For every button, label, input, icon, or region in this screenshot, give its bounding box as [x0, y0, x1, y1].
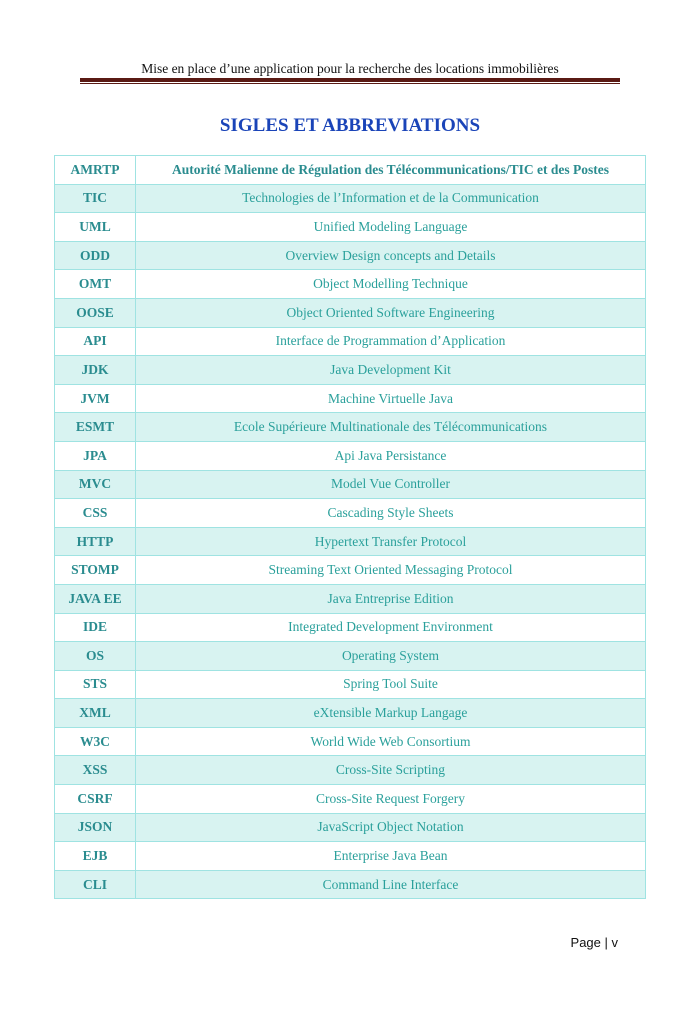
table-row [55, 699, 646, 728]
abbr-meaning: Command Line Interface [136, 870, 646, 899]
table-row [55, 727, 646, 756]
abbr-meaning: JavaScript Object Notation [136, 813, 646, 842]
abbr-code: JVM [55, 384, 136, 413]
abbr-code: XSS [55, 756, 136, 785]
abbr-meaning: Operating System [136, 642, 646, 671]
abbr-code: JDK [55, 356, 136, 385]
table-row [55, 842, 646, 871]
abbr-code: STOMP [55, 556, 136, 585]
abbr-code: IDE [55, 613, 136, 642]
abbr-meaning: Spring Tool Suite [136, 670, 646, 699]
abbr-meaning: Cascading Style Sheets [136, 499, 646, 528]
abbr-meaning: Technologies de l’Information et de la Communication [136, 184, 646, 213]
table-row [55, 270, 646, 299]
abbr-code: JAVA EE [55, 584, 136, 613]
abbr-code: JSON [55, 813, 136, 842]
header-rule [80, 78, 620, 82]
abbr-meaning: Java Development Kit [136, 356, 646, 385]
abbr-code: CSRF [55, 785, 136, 814]
abbr-meaning: eXtensible Markup Langage [136, 699, 646, 728]
page-title: SIGLES ET ABBREVIATIONS [219, 115, 481, 136]
table-row [55, 441, 646, 470]
abbr-meaning: Integrated Development Environment [136, 613, 646, 642]
abbr-meaning: Api Java Persistance [136, 441, 646, 470]
abbr-meaning: Object Oriented Software Engineering [136, 298, 646, 327]
page-number: Page | v [570, 935, 618, 950]
table-row [55, 327, 646, 356]
abbr-code: XML [55, 699, 136, 728]
table-row [55, 413, 646, 442]
abbr-meaning: Object Modelling Technique [136, 270, 646, 299]
abbr-code: EJB [55, 842, 136, 871]
table-row [55, 670, 646, 699]
abbr-meaning: Hypertext Transfer Protocol [136, 527, 646, 556]
table-row [55, 642, 646, 671]
abbr-meaning: Unified Modeling Language [136, 213, 646, 242]
abbr-meaning: Cross-Site Scripting [136, 756, 646, 785]
header-rule-thin [80, 83, 620, 84]
table-row [55, 356, 646, 385]
abbr-meaning: Machine Virtuelle Java [136, 384, 646, 413]
abbr-code: ESMT [55, 413, 136, 442]
table-row [55, 870, 646, 899]
abbr-meaning: Enterprise Java Bean [136, 842, 646, 871]
abbr-code: TIC [55, 184, 136, 213]
table-row [55, 613, 646, 642]
abbr-code: JPA [55, 441, 136, 470]
abbr-code: MVC [55, 470, 136, 499]
abbr-code: API [55, 327, 136, 356]
abbreviations-table [54, 155, 646, 899]
table-row [55, 756, 646, 785]
abbr-meaning: World Wide Web Consortium [136, 727, 646, 756]
table-row [55, 241, 646, 270]
table-row [55, 470, 646, 499]
running-header: Mise en place d’une application pour la recherche des locations immobilières [141, 61, 559, 76]
abbr-code: AMRTP [55, 156, 136, 185]
table-row [55, 584, 646, 613]
abbr-code: UML [55, 213, 136, 242]
abbr-meaning: Streaming Text Oriented Messaging Protocol [136, 556, 646, 585]
abbr-meaning: Ecole Supérieure Multinationale des Télécommunications [136, 413, 646, 442]
abbr-code: STS [55, 670, 136, 699]
table-row [55, 527, 646, 556]
abbr-meaning: Cross-Site Request Forgery [136, 785, 646, 814]
table-row [55, 813, 646, 842]
table-row [55, 184, 646, 213]
table-row [55, 213, 646, 242]
abbr-code: OMT [55, 270, 136, 299]
table-row [55, 384, 646, 413]
abbr-meaning: Autorité Malienne de Régulation des Télécommunications/TIC et des Postes [136, 156, 646, 185]
abbr-code: HTTP [55, 527, 136, 556]
abbr-meaning: Interface de Programmation d’Application [136, 327, 646, 356]
abbr-code: CLI [55, 870, 136, 899]
table-row [55, 499, 646, 528]
table-header-row [55, 156, 646, 185]
abbr-meaning: Model Vue Controller [136, 470, 646, 499]
table-row [55, 298, 646, 327]
abbr-code: OOSE [55, 298, 136, 327]
abbr-code: CSS [55, 499, 136, 528]
abbr-code: ODD [55, 241, 136, 270]
abbr-code: W3C [55, 727, 136, 756]
table-row [55, 556, 646, 585]
abbr-meaning: Overview Design concepts and Details [136, 241, 646, 270]
abbr-meaning: Java Entreprise Edition [136, 584, 646, 613]
abbr-code: OS [55, 642, 136, 671]
table-row [55, 785, 646, 814]
